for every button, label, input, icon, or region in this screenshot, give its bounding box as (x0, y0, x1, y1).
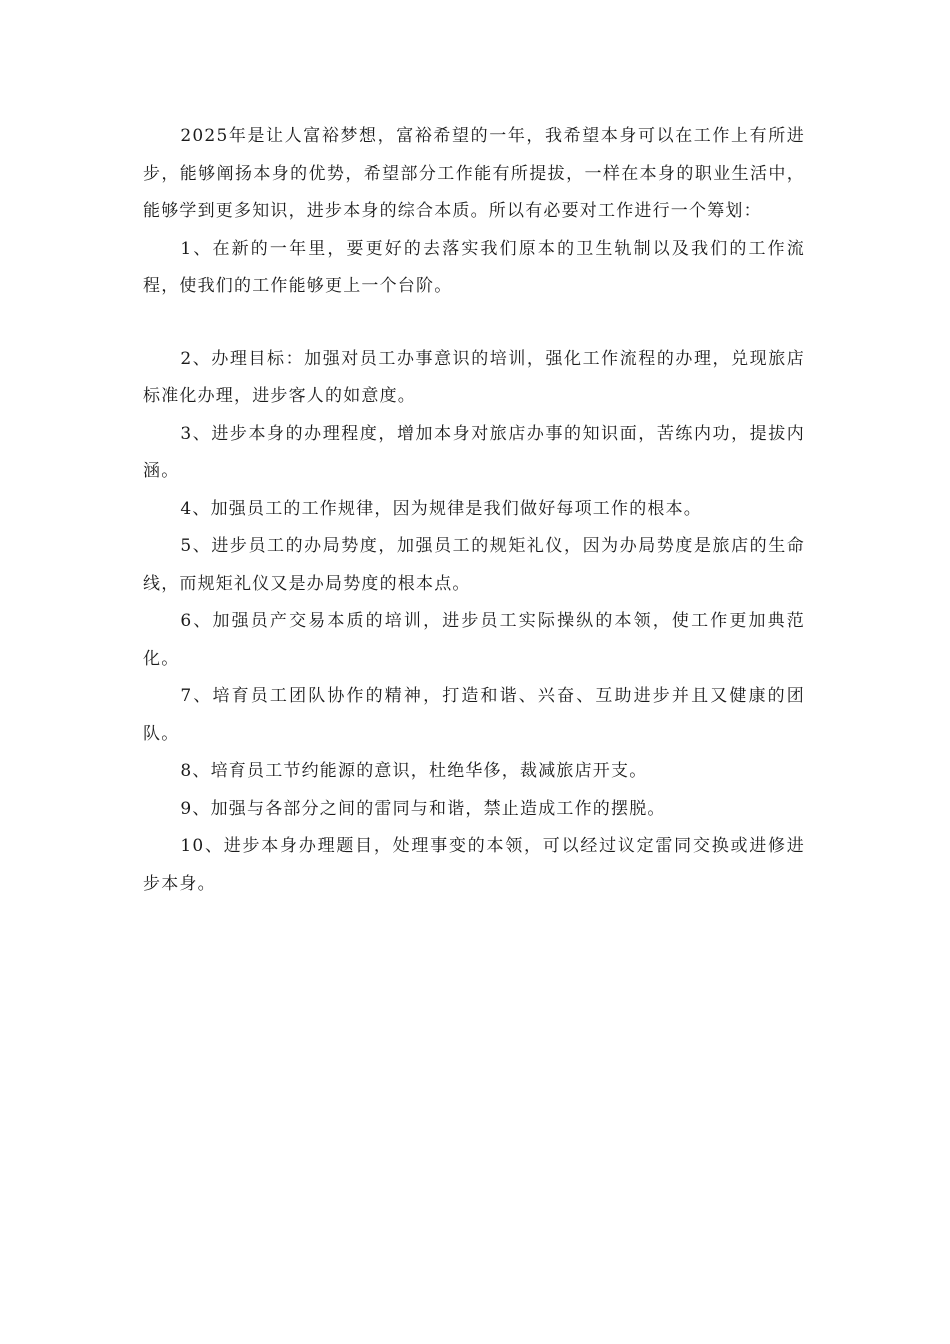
plan-item-10: 10、进步本身办理题目，处理事变的本领，可以经过议定雷同交换或进修进步本身。 (143, 836, 805, 894)
plan-item-1: 1、在新的一年里，要更好的去落实我们原本的卫生轨制以及我们的工作流程，使我们的工作能够更上一个台阶。 (143, 238, 805, 296)
plan-item-8: 8、培育员工节约能源的意识，杜绝华侈，裁减旅店开支。 (180, 761, 648, 781)
plan-item-2: 2、办理目标：加强对员工办事意识的培训，强化工作流程的办理，兑现旅店标准化办理，进步客人的如意度。 (143, 348, 805, 406)
plan-item-5: 5、进步员工的办局势度，加强员工的规矩礼仪，因为办局势度是旅店的生命线，而规矩礼仪又是办局势度的根本点。 (143, 536, 805, 594)
paragraph-spacer (143, 306, 805, 341)
plan-item-3: 3、进步本身的办理程度，增加本身对旅店办事的知识面，苦练内功，提拔内涵。 (143, 423, 805, 481)
intro-paragraph: 2025年是让人富裕梦想，富裕希望的一年，我希望本身可以在工作上有所进步，能够阐扬本身的优势，希望部分工作能有所提拔，一样在本身的职业生活中，能够学到更多知识，进步本身的综合本质。所以有必要对工作进行一个筹划： (143, 126, 805, 221)
plan-item-9: 9、加强与各部分之间的雷同与和谐，禁止造成工作的摆脱。 (180, 798, 666, 819)
plan-item-4: 4、加强员工的工作规律，因为规律是我们做好每项工作的根本。 (180, 498, 703, 519)
document-body (143, 118, 805, 903)
plan-item-6: 6、加强员产交易本质的培训，进步员工实际操纵的本领，使工作更加典范化。 (143, 611, 805, 669)
plan-item-7: 7、培育员工团队协作的精神，打造和谐、兴奋、互助进步并且又健康的团队。 (143, 686, 805, 744)
